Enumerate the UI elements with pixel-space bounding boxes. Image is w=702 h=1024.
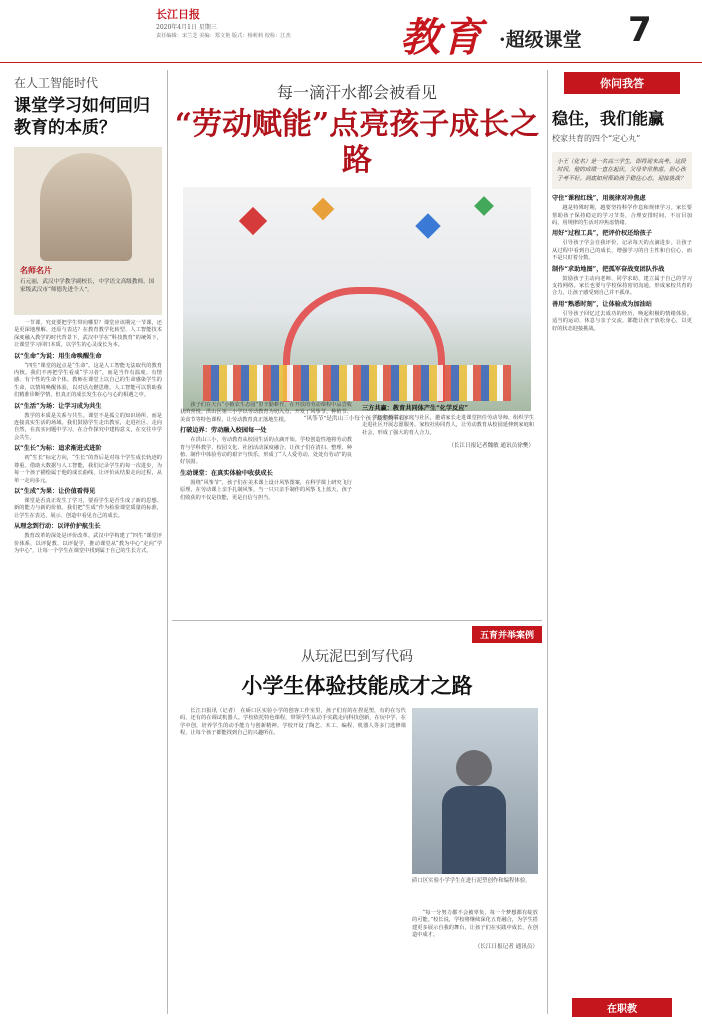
top-intro: 孩子们在天台“小植农生态园”里辛勤耕作，在开放的劳动课程中品尝收获的喜悦。洪山区第三小学以劳动教育为切入点，开发了风筝节、种植节、美食节等特色课程，让劳动教育真正落地生根。 — [180, 402, 352, 423]
sidebar-paragraph: 鼓励孩子主动向老师、同学求助，建立属于自己的学习支持网络。家长也要与学校保持密切沟通，形成家校共育的合力，让孩子感受到自己并不孤单。 — [552, 275, 692, 297]
left-heading: 以“生活”为场：让学习成为共生 — [14, 402, 102, 410]
bottom-footer-credit: （长江日报记者 通讯员） — [474, 943, 538, 950]
author-card — [14, 147, 162, 315]
left-title: 课堂学习如何回归教育的本质？ — [14, 96, 150, 138]
bottom-feature — [172, 624, 542, 1014]
left-paragraph: “四生”课堂的起点是“生命”。这是人工智能无法取代的教育内核。我们不再把学生看成“学习者”，而是当作有温度、有情感、有个性的生命个体。教师在课堂上以自己的生命感染学生的生命，以情境唤醒体验，以对话点燃思维。人工智能可以帮助我们精准诊断学情，但真正的成长发生在心与心的相遇之中。 — [14, 362, 162, 399]
left-paragraph: 课堂是否真正发生了学习，要看学生是否生成了新的思想、新的能力与新的价值。我们把“生成”作为检验课堂质量的标准，让学生在表达、展示、创造中看见自己的成长。 — [14, 497, 162, 519]
top-body-left — [180, 402, 352, 503]
masthead-rule — [0, 62, 702, 63]
student-figure — [442, 786, 506, 874]
top-kicker: 每一滴汗水都会被看见 — [276, 83, 437, 102]
left-section-3 — [14, 488, 162, 520]
bottom-photo — [412, 708, 538, 874]
left-paragraph: 教育改革的深处是评价改革。武汉中学构建了“四生”课堂评价体系，以评促教、以评促学，推动课堂从“教为中心”走向“学为中心”，让每一个学生在课堂中找到属于自己的生长方式。 — [14, 533, 162, 554]
left-paragraph: 初“生长”标定方向，“生长”的背后是对每个学生成长轨迹的尊重。借助大数据与人工智能，我们记录学生的每一次进步，为每一个孩子描绘属于他的成长曲线，让评价从结果走向过程，从单一走向多元。 — [14, 455, 162, 484]
left-heading: 以“生成”为果：让价值看得见 — [14, 487, 96, 495]
left-article — [14, 72, 162, 1012]
sidebar — [552, 72, 692, 1012]
sidebar-heading: 制作“求助地图”，把孤军奋战变团队作战 — [552, 265, 665, 273]
sidebar-body — [552, 195, 692, 333]
bottom-photo-caption: 硚口区实验小学学生在进行泥塑创作和编程体验。 — [412, 878, 531, 884]
top-paragraph: 在洪山三小，劳动教育从校园生活的点滴开始。学校创造性地将劳动教育与学科教学、校园文化、社团活动深度融合，让孩子们在清扫、整理、种植、制作中体验劳动的艰辛与快乐，形成了“人人爱劳动、处处有劳动”的良好氛围。 — [180, 437, 352, 466]
paper-name: 长江日报 — [156, 8, 200, 21]
author-bio: 石元丽，武汉中学教学副校长，中学语文高级教师，国家级武汉市“师德先进个人”。 — [20, 279, 155, 293]
section-subtitle: ·超级课堂 — [499, 29, 582, 51]
kite-icon — [239, 207, 267, 235]
left-section-1 — [14, 403, 162, 443]
top-heading: 三方共赢：教育共同体产生“化学反应” — [362, 405, 469, 412]
top-feature — [172, 70, 542, 615]
top-title: “劳动赋能”点亮孩子成长之路 — [174, 107, 540, 178]
sidebar-paragraph: 引导孩子学会自我评价，记录每天的点滴进步。让孩子从过程中看到自己的成长，增强学习的自主性和自信心，而不是只盯着分数。 — [552, 240, 692, 262]
divider-bottom — [172, 620, 542, 621]
photo-caption: “风筝节”是洪山三小每个孩子最爱的节日。 — [303, 416, 411, 422]
bottom-paragraph: “每一分努力都不会被辜负，每一个梦想都有绽放的可能。”校长说，学校将继续深化五育融合，为学生搭建更多展示自我的舞台，让孩子们在实践中成长，在创造中成才。 — [412, 910, 538, 939]
bottom-title: 小学生体验技能成才之路 — [241, 673, 473, 698]
bottom-body-right — [412, 910, 538, 951]
date-line: 2020年4月1日 星期三 — [156, 24, 217, 31]
top-body-right — [362, 402, 534, 451]
sidebar-paragraph: 越是特殊时期，越要坚持科学作息和规律学习。家长要帮助孩子保持稳定的学习节奏，合理安排时间，不盲目加码，用规律的生活对冲焦虑情绪。 — [552, 205, 692, 227]
sidebar-paragraph: 引导孩子回忆过去成功的经历，唤起积极的情绪体验。适当的运动、休息与亲子交流，都能让孩子放松身心，以更好的状态迎接挑战。 — [552, 310, 692, 332]
bottom-body-left — [180, 708, 406, 739]
kite-icon — [474, 196, 494, 216]
left-paragraph: 教学的本质是关系与共生。课堂不是孤立的知识场所，而是连接真实生活的场域。我们鼓励学生走出教室，走进社区、走向自然，在真实问题中学习，在合作探究中建构意义，在交往中学会共生。 — [14, 412, 162, 441]
page-number: 7 — [628, 10, 652, 50]
bottom-paragraph: 长江日报讯（记者） 在硚口区实验小学的创客工作室里，孩子们有的在捏泥塑，有的在写代码，还有的在调试机器人。学校依托特色课程，带领学生从动手实践走向科技创新，在玩中学、在学中创，培养学生的动手能力与创新精神。学校开设了陶艺、木工、编程、机器人等多门选修课程，让每个孩子都能找到自己的兴趣所在。 — [180, 708, 406, 737]
left-body — [14, 320, 162, 555]
top-footer-credit: （长江日报记者魏敏 通讯员徐樊） — [448, 443, 534, 450]
left-heading: 以“生命”为说：用生命唤醒生命 — [14, 352, 102, 360]
top-paragraph: 围绕“风筝节”，孩子们在美术课上设计风筝图案，在科学课上研究飞行原理，在劳动课上亲手扎制风筝。当一只只亲手制作的风筝飞上蓝天，孩子们收获的不仅是技能，更是自信与担当。 — [180, 479, 352, 501]
sidebar-heading: 守住“课程红线”，用规律对冲焦虑 — [552, 195, 646, 203]
editor-line: 责任编辑：宋兰芝 美编：郑文艳 版式：杨莉莉 校检：江杰 — [156, 33, 291, 39]
sidebar-subtitle: 校家共育的四个“定心丸” — [552, 134, 641, 143]
bottom-banner: 五育并举案例 — [472, 626, 542, 643]
sidebar-column-label: 你问我答 — [564, 72, 680, 94]
divider-left — [167, 70, 168, 1014]
kite-icon — [415, 213, 440, 238]
left-section-4 — [14, 523, 162, 555]
sidebar-title: 稳住，我们能赢 — [552, 109, 665, 128]
section-title: 教育 — [400, 14, 484, 61]
children-group — [203, 365, 511, 401]
left-kicker: 在人工智能时代 — [14, 76, 99, 90]
sidebar-quote: 小王（化名）是一名高三学生，即将迎来高考。这段时间，他的成绩一直在起伏，父母非常焦虑，担心孩子考不好。到底如何帮助孩子稳住心态，迎接挑战？ — [552, 152, 692, 189]
left-section-2 — [14, 445, 162, 485]
top-paragraph: 学校积极联动家庭与社区，邀请家长走进课堂担任劳动导师，组织学生走进社区开展志愿服务。家校社协同育人，让劳动教育从校园延伸到家庭和社会，形成了强大的育人合力。 — [362, 415, 534, 436]
left-heading: 以“生长”为标：追求渐进式进阶 — [14, 445, 102, 453]
author-label: 名师名片 — [20, 265, 52, 275]
kite-icon — [312, 198, 335, 221]
left-intro: 一节课，究竟要把学生带向哪里？课堂应该期完一节课，还是更深地理解、还原与表达？在教育教学化转型、人工智能技术深度融入教学的时代背景下，武汉中学在“科技教育”的统领下，让课堂学习回归本质，以学生的心灵成长为本。 — [14, 320, 162, 349]
top-heading: 生动课堂：在真实体验中收获成长 — [180, 469, 273, 477]
student-figure — [456, 750, 492, 786]
left-section-0 — [14, 353, 162, 400]
author-photo — [40, 153, 132, 261]
feature-photo — [183, 187, 531, 411]
top-heading: 打破边界：劳动融入校园每一处 — [180, 427, 267, 435]
divider-right — [547, 70, 548, 1014]
bottom-right-label: 在职教 — [572, 998, 672, 1017]
masthead — [0, 0, 702, 64]
sidebar-heading: 用好“过程工具”，把评价权还给孩子 — [552, 230, 652, 238]
left-heading: 从理念到行动：以评价护航生长 — [14, 523, 101, 531]
sidebar-heading: 善用“熟悉时刻”，让体验成为加油站 — [552, 300, 652, 308]
bottom-kicker: 从玩泥巴到写代码 — [301, 649, 413, 665]
